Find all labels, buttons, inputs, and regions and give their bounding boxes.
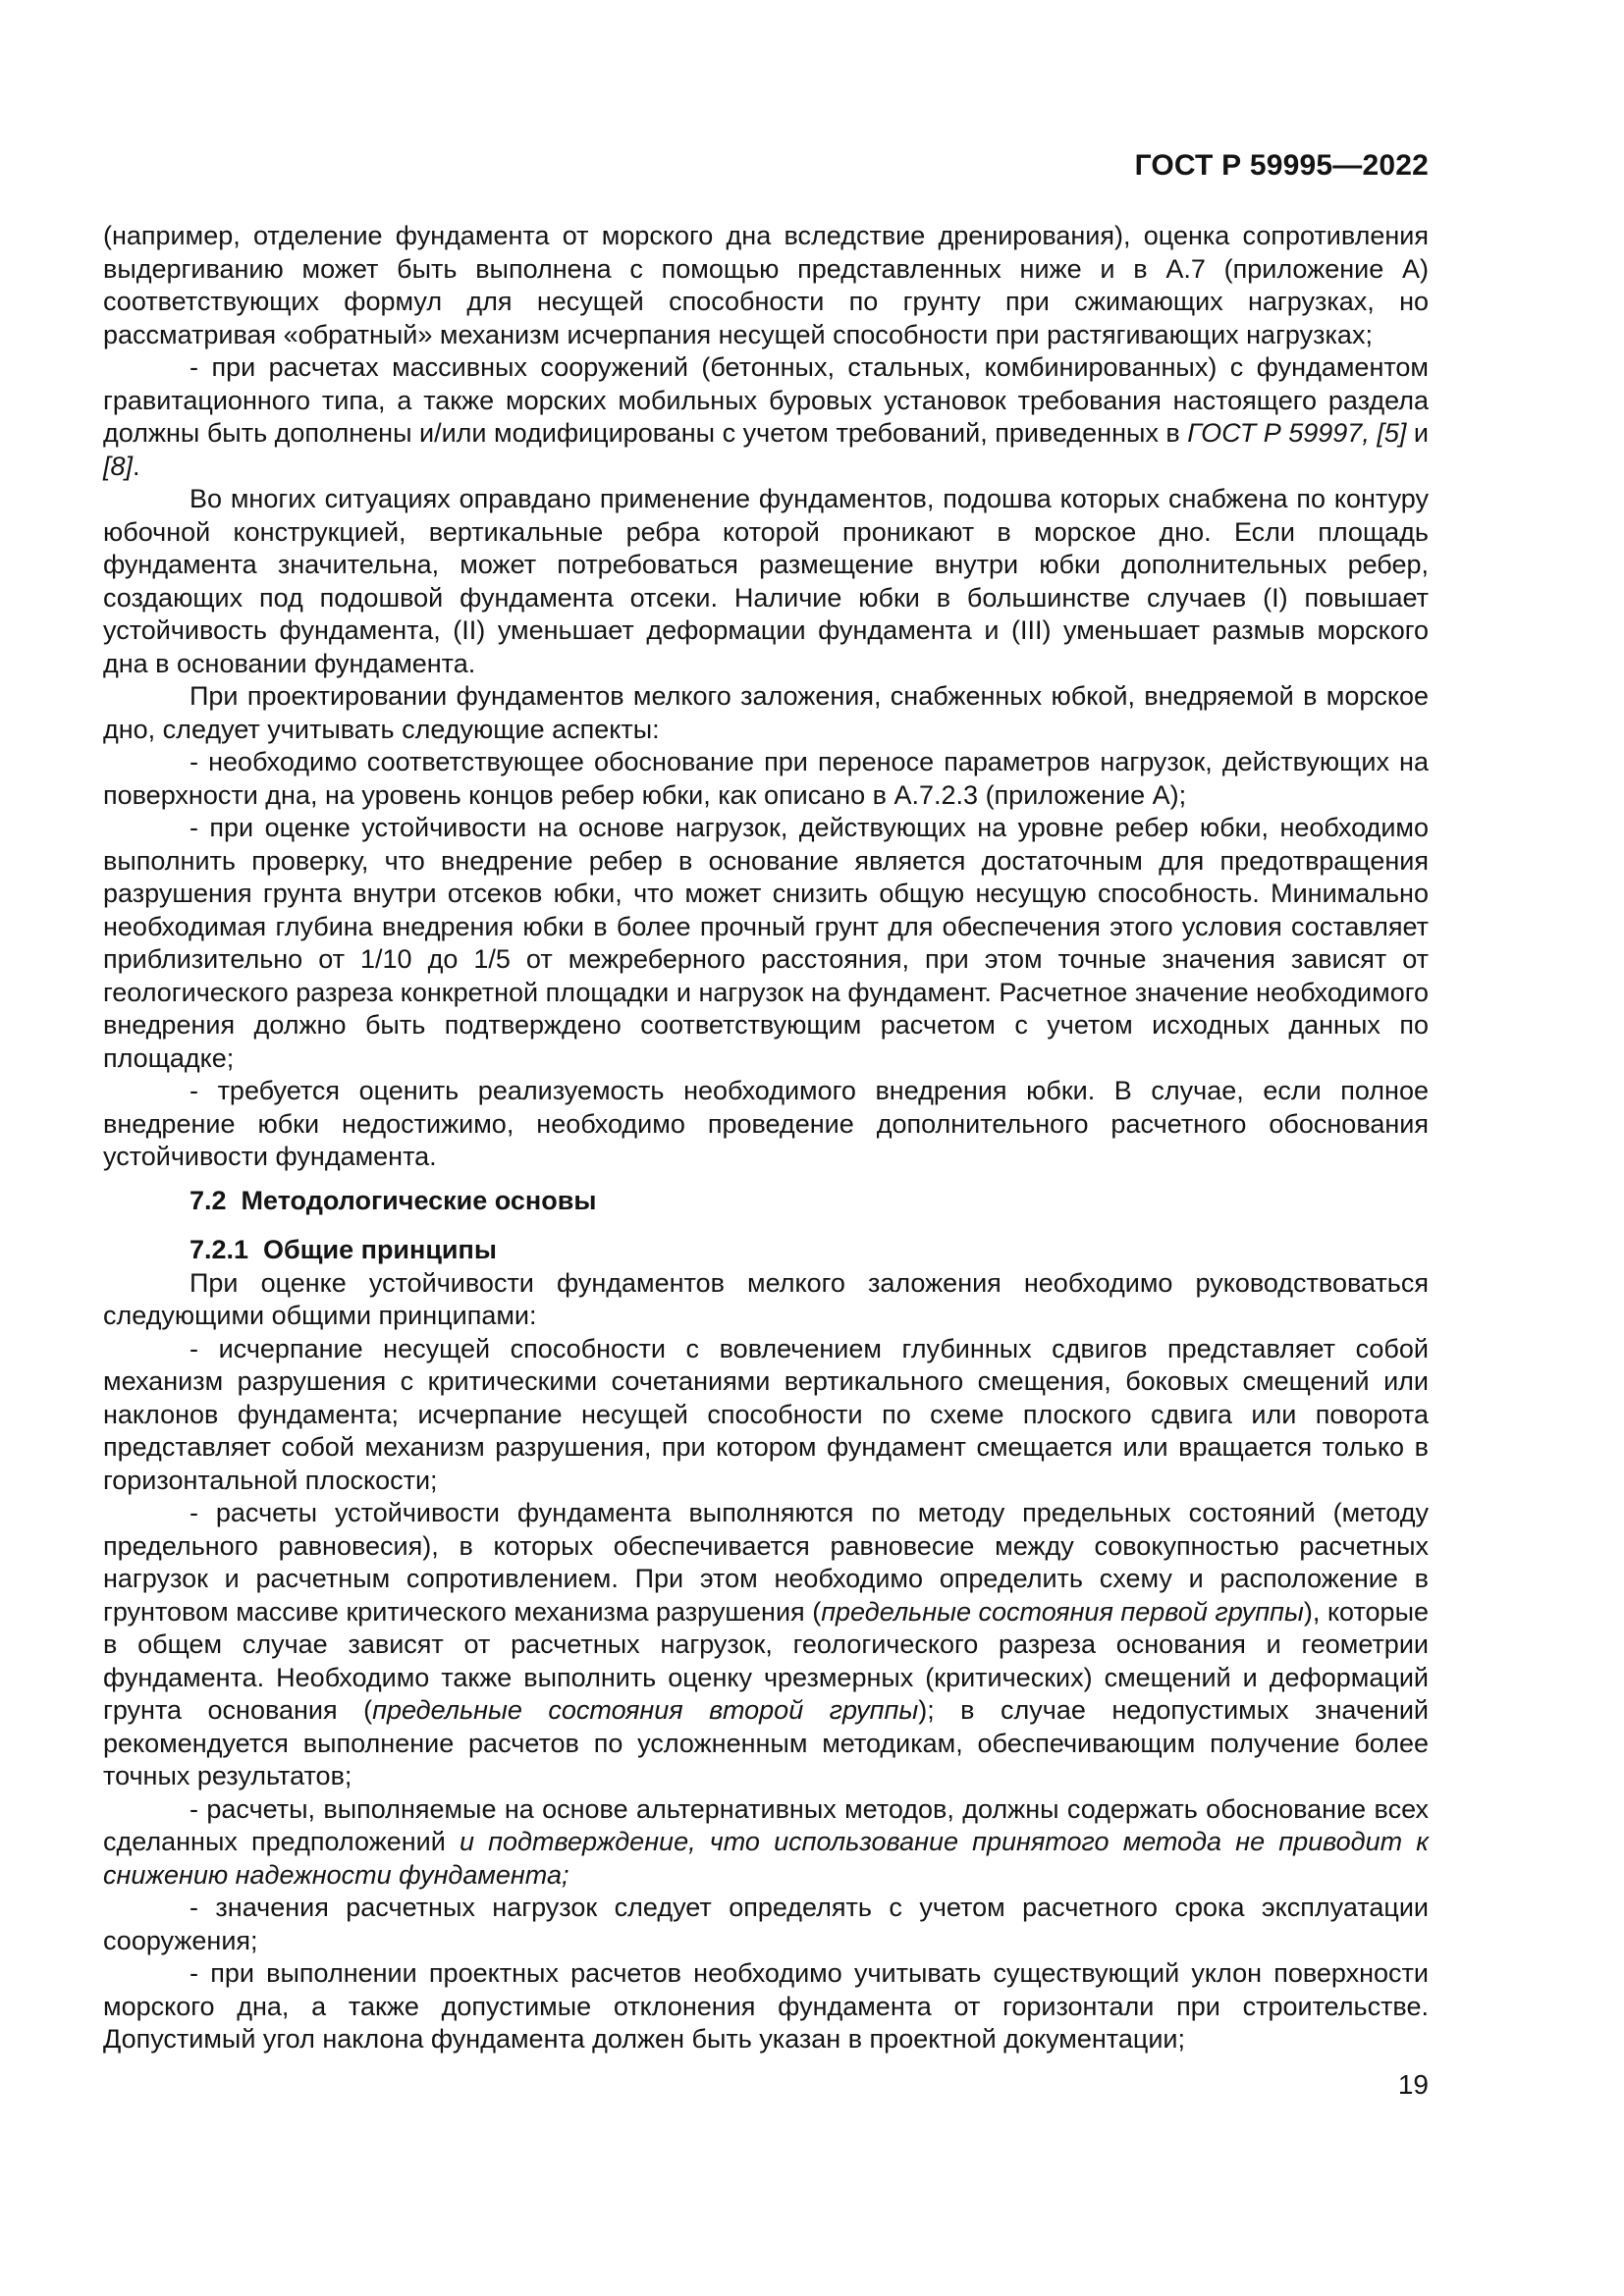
paragraph (103, 220, 1429, 351)
text-run: - при выполнении проектных расчетов необходимо учитывать существующий уклон поверхности морского дна, а также допустимые отклонения фундамента от горизонтали при строительстве. Допустимый угол наклона фундамента должен быть указан в проектной документации; (103, 1958, 1429, 2054)
text-run: При оценке устойчивости фундаментов мелкого заложения необходимо руководствоваться следующими общими принципами: (103, 1267, 1429, 1330)
text-run: [8] (103, 451, 134, 481)
text-run: 7.2.1 Общие принципы (189, 1235, 497, 1264)
text-run: . (133, 451, 140, 481)
text-run: - при оценке устойчивости на основе нагрузок, действующих на уровне ребер юбки, необходимо выполнить проверку, что внедрение ребер в основание является достаточным для предотвращения разрушения грунта внутри отсеков юбки, что может снизить общую несущую способность. Минимально необходимая глубина внедрения юбки в более прочный грунт для обеспечения этого условия составляет приблизительно от 1/10 до 1/5 от межреберного расстояния, при этом точные значения зависят от геологического разреза конкретной площадки и нагрузок на фундамент. Расчетное значение необходимого внедрения должно быть подтверждено соответствующим расчетом с учетом исходных данных по площадке; (103, 813, 1429, 1073)
page-number: 19 (1397, 2069, 1429, 2100)
text-run: - при расчетах массивных сооружений (бетонных, стальных, комбинированных) с фундаментом гравитационного типа, а также морских мобильных буровых установок требования настоящего раздела должны быть дополнены и/или модифицированы с учетом требований, приведенных в (103, 352, 1429, 448)
paragraph (103, 680, 1429, 746)
text-run: При проектировании фундаментов мелкого заложения, снабженных юбкой, внедряемой в морское дно, следует учитывать следующие аспекты: (103, 681, 1429, 744)
paragraph (103, 1957, 1429, 2056)
text-run: и (1406, 418, 1429, 448)
text-run: и подтверждение, что использование принятого метода не приводит к снижению надежности фундамента; (103, 1827, 1430, 1890)
text-run: - требуется оценить реализуемость необходимого внедрения юбки. В случае, если полное внедрение юбки недостижимо, необходимо проведение дополнительного расчетного обоснования устойчивости фундамента. (103, 1076, 1429, 1171)
text-run: - исчерпание несущей способности с вовлечением глубинных сдвигов представляет собой механизм разрушения с критическими сочетаниями вертикального смещения, боковых смещений или наклонов фундамента; исчерпание несущей способности по схеме плоского сдвига или поворота представляет собой механизм разрушения, при котором фундамент смещается или вращается только в горизонтальной плоскости; (103, 1333, 1429, 1495)
paragraph (103, 351, 1429, 483)
text-run: ), которые в общем случае зависят от расчетных нагрузок, геологического разреза основания и геометрии фундамента. Необходимо также выполнить оценку чрезмерных (критических) смещений и деформаций грунта основания ( (103, 1596, 1429, 1725)
text-run: ГОСТ Р 59997, (1187, 418, 1370, 448)
paragraph (103, 1793, 1429, 1893)
document-body (103, 220, 1429, 2056)
paragraph (103, 1892, 1429, 1957)
text-run: 7.2 Методологические основы (189, 1185, 597, 1215)
text-run: ); в случае недопустимых значений рекомендуется выполнение расчетов по усложненным методикам, обеспечивающим получение более точных результатов; (103, 1695, 1429, 1790)
text-run: - расчеты устойчивости фундамента выполняются по методу предельных состояний (методу предельного равновесия), в которых обеспечивается равновесие между совокупностью расчетных нагрузок и расчетным сопротивлением. При этом необходимо определить схему и расположение в грунтовом массиве критического механизма разрушения ( (103, 1498, 1429, 1627)
paragraph (103, 483, 1429, 680)
section-heading (103, 1185, 1429, 1218)
paragraph (103, 812, 1429, 1075)
paragraph (103, 1333, 1429, 1498)
text-run: предельные состояния второй группы (372, 1695, 919, 1725)
document-header: ГОСТ Р 59995—2022 (1134, 149, 1429, 182)
paragraph (103, 746, 1429, 812)
paragraph (103, 1267, 1429, 1333)
text-run: - необходимо соответствующее обоснование при переносе параметров нагрузок, действующих на поверхности дна, на уровень концов ребер юбки, как описано в А.7.2.3 (приложение А); (103, 747, 1429, 810)
text-run: предельные состояния первой группы (821, 1596, 1304, 1627)
paragraph (103, 1075, 1429, 1174)
text-run: (например, отделение фундамента от морского дна вследствие дренирования), оценка сопротивления выдергиванию может быть выполнена с помощью представленных ниже и в А.7 (приложение А) соответствующих формул для несущей способности по грунту при сжимающих нагрузках, но рассматривая «обратный» механизм исчерпания несущей способности при растягивающих нагрузках; (103, 221, 1429, 349)
paragraph (103, 1497, 1429, 1793)
section-heading (103, 1234, 1429, 1267)
text-run: [5] (1377, 418, 1407, 448)
text-run: Во многих ситуациях оправдано применение фундаментов, подошва которых снабжена по контуру юбочной конструкцией, вертикальные ребра которой проникают в морское дно. Если площадь фундамента значительна, может потребоваться размещение внутри юбки дополнительных ребер, создающих под подошвой фундамента отсеки. Наличие юбки в большинстве случаев (I) повышает устойчивость фундамента, (II) уменьшает деформации фундамента и (III) уменьшает размыв морского дна в основании фундамента. (103, 484, 1429, 678)
text-run: - расчеты, выполняемые на основе альтернативных методов, должны содержать обоснование всех сделанных предположений (103, 1793, 1429, 1856)
text-run: - значения расчетных нагрузок следует определять с учетом расчетного срока эксплуатации сооружения; (103, 1893, 1429, 1955)
